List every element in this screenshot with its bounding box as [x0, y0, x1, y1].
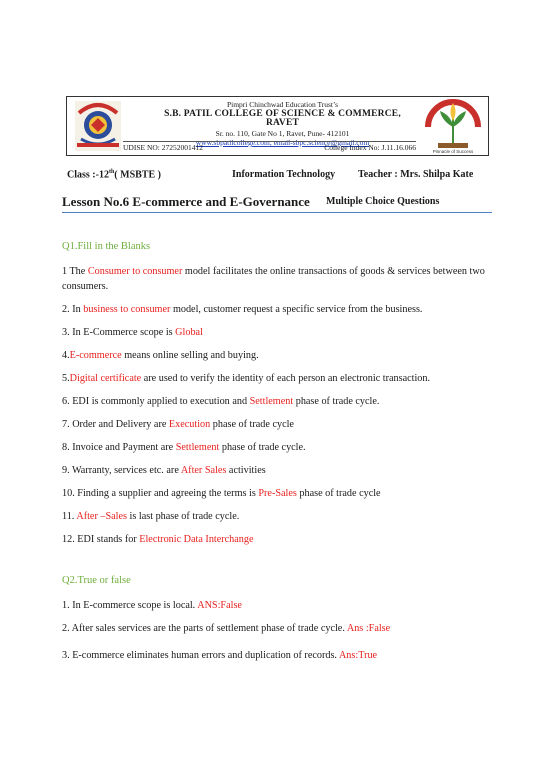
contact-links: www.sbpatilcollege.com, email-sbpc.science@gmail.com — [195, 138, 370, 147]
q1-item: 3. In E-Commerce scope is Global — [62, 327, 203, 338]
class-label: Class :-12th( MSBTE ) — [67, 169, 161, 181]
letterhead — [66, 96, 489, 156]
website-link[interactable]: www.sbpatilcollege.com — [195, 138, 270, 147]
email-link[interactable]: email-sbpc.science@gmail.com — [273, 138, 370, 147]
lesson-row — [62, 193, 492, 211]
q1-item: 5.Digital certificate are used to verify the identity of each person an electronic transaction. — [62, 373, 431, 384]
q1-item: 1 The Consumer to consumer model facilitates the online transactions of goods & services between two consumers. — [62, 266, 485, 292]
q2-heading: Q2.True or false — [62, 575, 131, 586]
emblem-tagline: Pinnacle of Success — [432, 149, 474, 154]
college-emblem-logo — [422, 97, 484, 155]
lesson-title: Lesson No.6 E-commerce and E-Governance — [62, 194, 310, 209]
college-crest-logo — [69, 99, 127, 153]
q1-item: 6. EDI is commonly applied to execution and Settlement phase of trade cycle. — [62, 396, 380, 407]
letterhead-divider — [123, 141, 416, 142]
subject-label: Information Technology — [232, 169, 336, 180]
q1-item: 9. Warranty, services etc. are After Sales activities — [62, 465, 266, 476]
q1-item: 12. EDI stands for Electronic Data Interchange — [62, 534, 254, 545]
question-type: Multiple Choice Questions — [326, 196, 440, 207]
q1-item: 11. After –Sales is last phase of trade cycle. — [62, 511, 240, 522]
college-index: College Index No: J.11.16.066 — [324, 143, 416, 152]
q1-item: 10. Finding a supplier and agreeing the terms is Pre-Sales phase of trade cycle — [62, 488, 381, 499]
teacher-label: Teacher : Mrs. Shilpa Kate — [358, 169, 474, 180]
q1-item: 2. In business to consumer model, customer request a specific service from the business. — [62, 304, 423, 315]
college-address: Sr. no. 110, Gate No 1, Ravet, Pune- 412101 — [215, 128, 350, 138]
q2-item: 1. In E-commerce scope is local. ANS:False — [62, 600, 242, 611]
q1-item: 7. Order and Delivery are Execution phase of trade cycle — [62, 419, 294, 430]
header-rule — [62, 212, 492, 213]
q1-item: 4.E-commerce means online selling and buying. — [62, 350, 259, 361]
q1-item: 8. Invoice and Payment are Settlement phase of trade cycle. — [62, 442, 306, 453]
q2-item: 2. After sales services are the parts of settlement phase of trade cycle. Ans :False — [62, 623, 391, 634]
q2-item: 3. E-commerce eliminates human errors and duplication of records. Ans:True — [62, 650, 378, 661]
q1-heading: Q1.Fill in the Blanks — [62, 241, 151, 252]
trust-name: Pimpri Chinchwad Education Trust’s — [226, 100, 339, 109]
udise-number: UDISE NO: 27252001412 — [123, 143, 203, 152]
college-name: S.B. PATIL COLLEGE OF SCIENCE & COMMERCE, RAVET — [164, 108, 401, 128]
